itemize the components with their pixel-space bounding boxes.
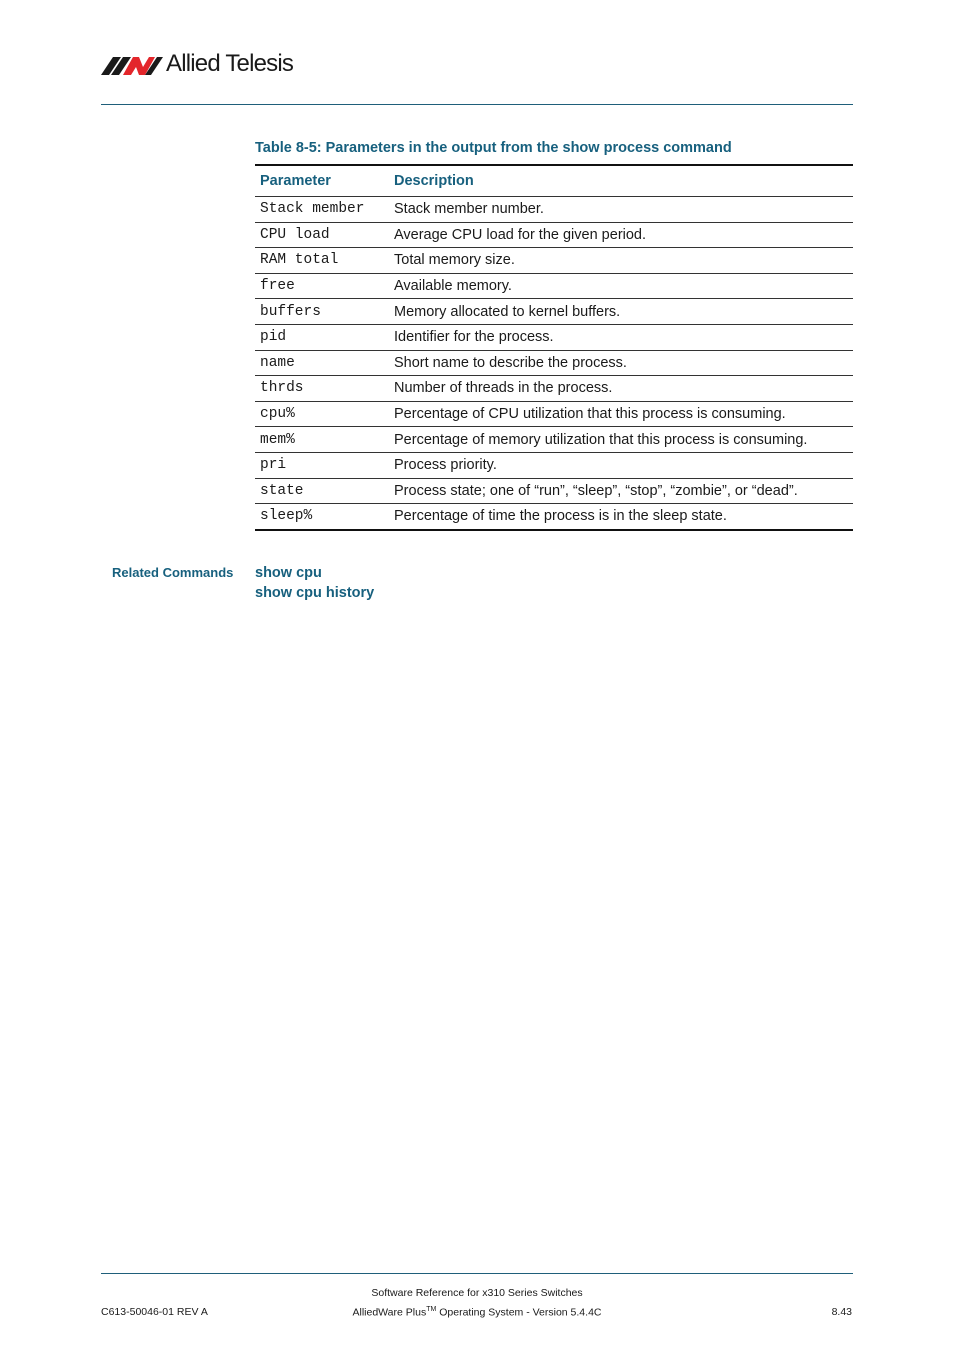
- description-cell: Percentage of time the process is in the sleep state.: [394, 508, 727, 525]
- parameter-cell: cpu%: [255, 401, 389, 427]
- related-commands-label: Related Commands: [112, 565, 234, 580]
- table-header-row: [255, 165, 853, 197]
- parameter-cell: sleep%: [260, 508, 313, 525]
- table-row: [255, 248, 853, 274]
- related-commands-list: [255, 563, 374, 603]
- logo-wordmark: Allied Telesis: [166, 50, 294, 77]
- parameter-cell: Stack member: [255, 197, 389, 223]
- table-row: [255, 401, 853, 427]
- parameter-cell: free: [255, 273, 389, 299]
- table-row: [255, 504, 853, 530]
- footer-product-suffix: Operating System - Version 5.4.4C: [436, 1306, 602, 1319]
- allied-telesis-logo: [101, 50, 293, 78]
- link-show-cpu-history[interactable]: show cpu history: [255, 585, 375, 601]
- description-cell: Process state; one of “run”, “sleep”, “stop”, “zombie”, or “dead”.: [389, 478, 853, 504]
- table-row: [255, 350, 853, 376]
- table-row: [255, 197, 853, 223]
- table-row: [255, 222, 853, 248]
- parameter-cell: buffers: [255, 299, 389, 325]
- description-cell: Available memory.: [389, 273, 853, 299]
- table-row: [255, 299, 853, 325]
- table-body: [255, 197, 853, 530]
- table-row: [255, 324, 853, 350]
- description-cell: Total memory size.: [389, 248, 853, 274]
- table-caption: Table 8-5: Parameters in the output from the show process command: [255, 140, 732, 156]
- logo-mark-icon: [101, 53, 163, 75]
- footer-product-prefix: AlliedWare Plus: [352, 1306, 427, 1319]
- parameter-cell: mem%: [255, 427, 389, 453]
- parameter-cell: state: [255, 478, 389, 504]
- footer-divider: [101, 1273, 853, 1274]
- footer-page-number: 8.43: [831, 1306, 852, 1318]
- column-header-description: Description: [389, 165, 853, 197]
- table-row: [255, 427, 853, 453]
- parameter-cell: thrds: [255, 376, 389, 402]
- table-row: [255, 478, 853, 504]
- parameter-cell: pid: [255, 324, 389, 350]
- parameter-cell: name: [255, 350, 389, 376]
- parameters-table: [255, 164, 853, 531]
- description-cell: Stack member number.: [389, 197, 853, 223]
- table-row: [255, 452, 853, 478]
- description-cell: Percentage of memory utilization that this process is consuming.: [389, 427, 853, 453]
- parameter-cell: pri: [255, 452, 389, 478]
- parameter-cell: CPU load: [255, 222, 389, 248]
- description-cell: Memory allocated to kernel buffers.: [389, 299, 853, 325]
- description-cell: Short name to describe the process.: [389, 350, 853, 376]
- footer-document-title: Software Reference for x310 Series Switches: [371, 1287, 583, 1299]
- table-row: [255, 376, 853, 402]
- description-cell: Process priority.: [389, 452, 853, 478]
- header-divider: [101, 104, 853, 105]
- footer-doc-id: C613-50046-01 REV A: [101, 1306, 208, 1318]
- description-cell: Percentage of CPU utilization that this process is consuming.: [389, 401, 853, 427]
- description-cell: Identifier for the process.: [389, 324, 853, 350]
- description-cell: Average CPU load for the given period.: [389, 222, 853, 248]
- parameter-cell: RAM total: [255, 248, 389, 274]
- footer-trademark: TM: [426, 1306, 437, 1313]
- table-row: [255, 273, 853, 299]
- link-show-cpu[interactable]: show cpu: [255, 565, 322, 581]
- column-header-parameter: Parameter: [255, 165, 389, 197]
- description-cell: Number of threads in the process.: [389, 376, 853, 402]
- footer-product-line: [0, 1306, 954, 1319]
